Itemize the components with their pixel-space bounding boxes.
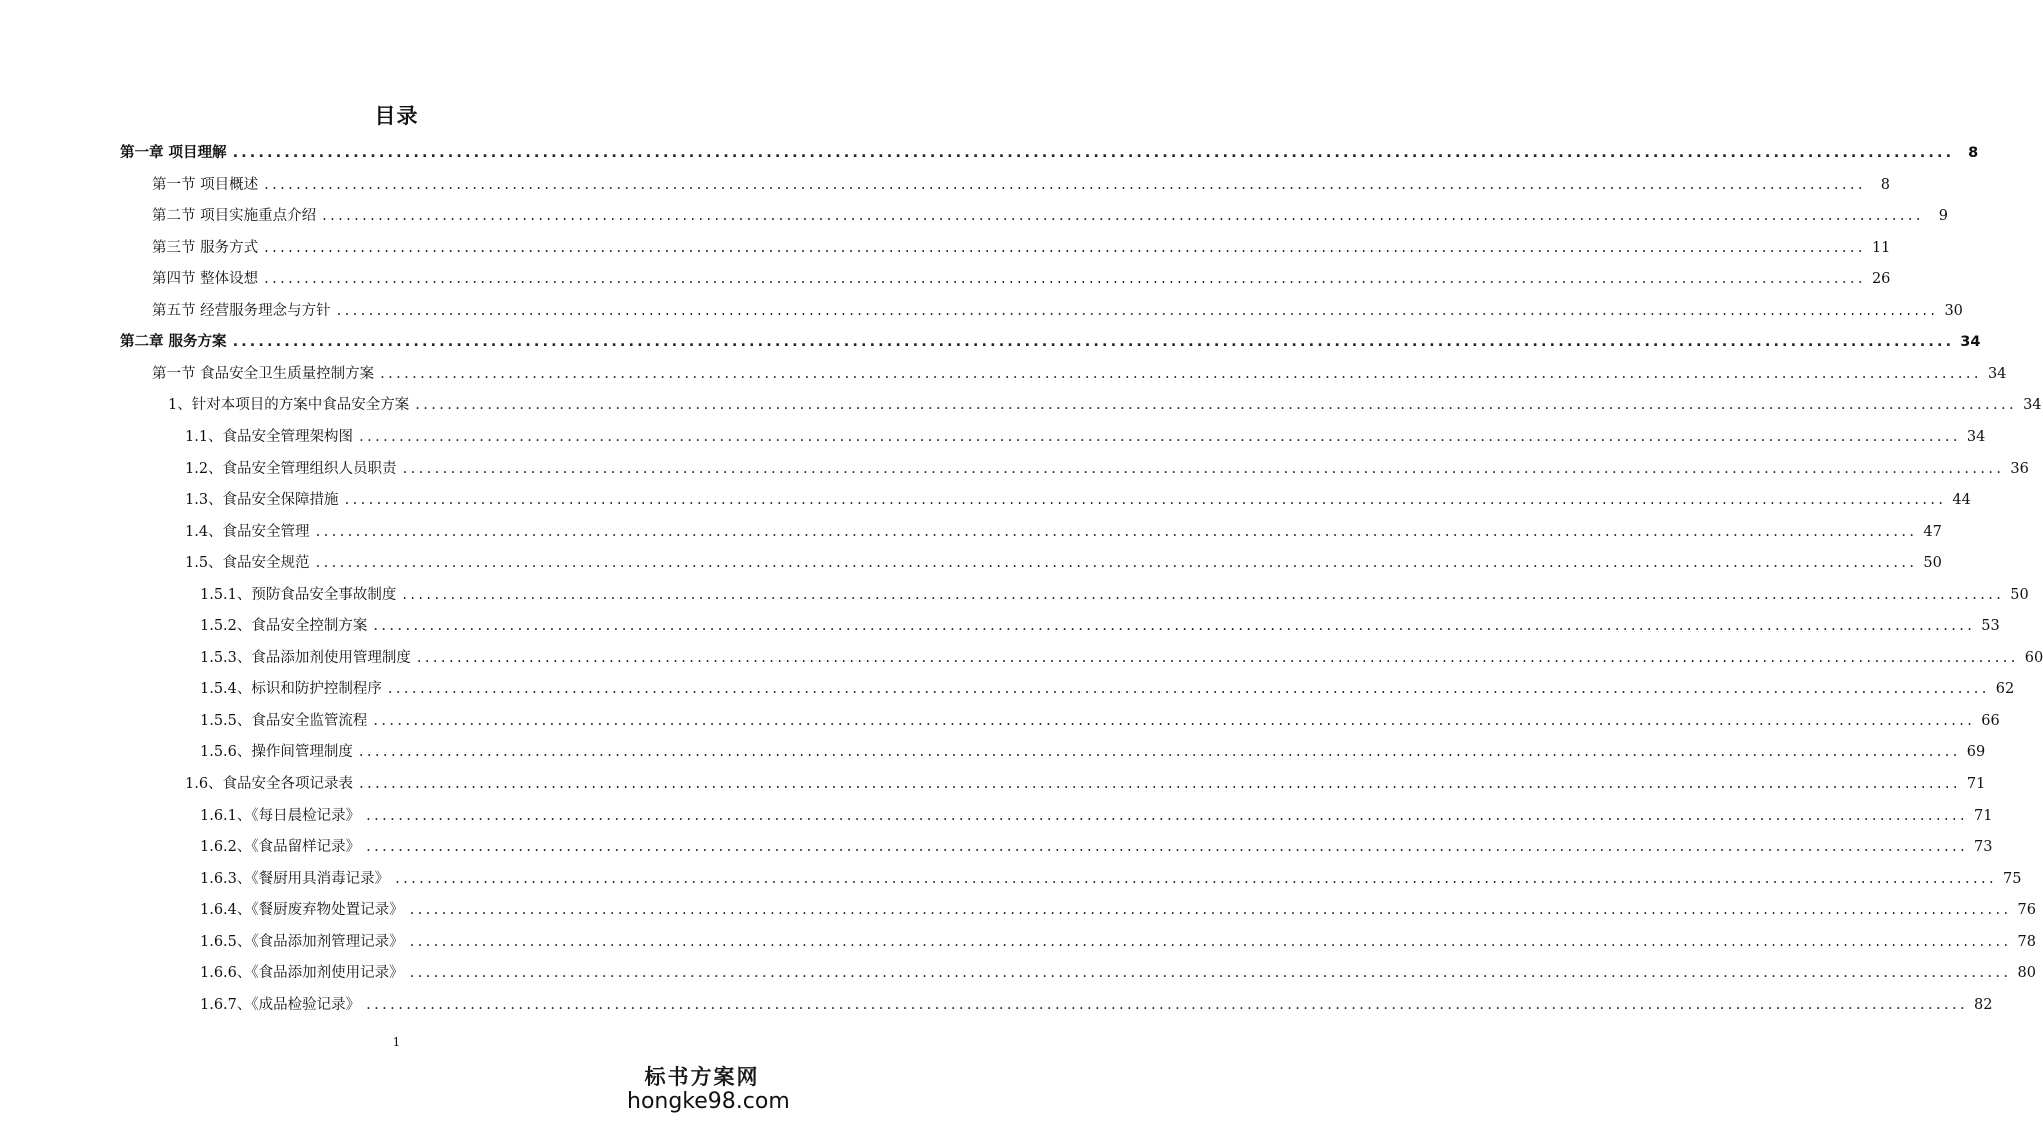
toc-entry-page: 8	[1880, 177, 1890, 193]
toc-dot-leader: ........................................................................................................................................................................................................	[409, 965, 2012, 981]
toc-dot-leader: ........................................................................................................................................................................................................	[395, 871, 1997, 887]
toc-entry-label: 1.5.1、预防食品安全事故制度	[200, 587, 397, 603]
toc-entry[interactable]	[0, 457, 2029, 481]
toc-entry-page: 53	[1981, 618, 2000, 634]
toc-entry-label: 第二节 项目实施重点介绍	[152, 208, 317, 224]
toc-entry-page: 82	[1973, 997, 1993, 1013]
toc-entry[interactable]	[0, 677, 2015, 701]
toc-entry[interactable]	[0, 425, 1986, 449]
toc-entry[interactable]	[0, 236, 1891, 260]
toc-entry[interactable]	[0, 299, 1963, 323]
toc-entry-label: 1.1、食品安全管理架构图	[185, 429, 354, 445]
toc-entry-page: 71	[1966, 776, 1986, 792]
watermark	[627, 1061, 790, 1114]
toc-entry-page: 34	[1987, 366, 2007, 382]
toc-entry-label: 1.5、食品安全规范	[185, 555, 310, 571]
toc-entry[interactable]	[0, 709, 2000, 733]
toc-entry[interactable]	[0, 898, 2036, 922]
toc-entry-page: 50	[2010, 587, 2029, 603]
toc-entry-page: 34	[1966, 429, 1986, 445]
toc-entry[interactable]	[0, 583, 2029, 607]
toc-entry[interactable]	[0, 740, 1986, 764]
toc-dot-leader: ........................................................................................................................................................................................................	[264, 240, 1866, 256]
toc-entry[interactable]	[0, 993, 1993, 1017]
toc-dot-leader: ........................................................................................................................................................................................................	[373, 618, 1976, 634]
toc-dot-leader: ........................................................................................................................................................................................................	[380, 366, 1982, 382]
toc-dot-leader: ........................................................................................................................................................................................................	[359, 776, 1961, 792]
toc-entry[interactable]	[0, 393, 2042, 417]
watermark-cn: 标书方案网	[644, 1064, 760, 1089]
toc-entry[interactable]	[0, 804, 1993, 828]
toc-entry-label: 1.5.4、标识和防护控制程序	[200, 681, 382, 697]
toc-entry[interactable]	[0, 930, 2036, 954]
toc-dot-leader: ........................................................................................................................................................................................................	[315, 524, 1918, 540]
toc-entry-label: 1.6.7、《成品检验记录》	[200, 997, 361, 1013]
toc-entry-label: 1.6、食品安全各项记录表	[185, 776, 354, 792]
toc-entry-page: 66	[1981, 713, 2000, 729]
toc-entry-page: 73	[1973, 839, 1993, 855]
toc-entry[interactable]	[0, 520, 1942, 544]
toc-entry[interactable]	[0, 551, 1942, 575]
toc-entry[interactable]	[0, 362, 2007, 386]
toc-entry-page: 50	[1923, 555, 1942, 571]
toc-entry-label: 1.6.6、《食品添加剂使用记录》	[200, 965, 404, 981]
toc-entry-page: 75	[2002, 871, 2022, 887]
toc-entry-page: 34	[1960, 334, 1981, 350]
toc-dot-leader: ........................................................................................................................................................................................................	[264, 271, 1866, 287]
toc-entry[interactable]	[0, 267, 1891, 291]
toc-entry[interactable]	[0, 141, 1979, 165]
toc-entry-label: 第一节 食品安全卫生质量控制方案	[152, 366, 375, 382]
toc-dot-leader: ........................................................................................................................................................................................................	[402, 587, 2005, 603]
toc-entry-label: 1.5.5、食品安全监管流程	[200, 713, 368, 729]
toc-entry-page: 26	[1871, 271, 1891, 287]
toc-entry-page: 78	[2017, 934, 2036, 950]
toc-entry-page: 36	[2010, 461, 2029, 477]
toc-entry-label: 1.5.6、操作间管理制度	[200, 744, 353, 760]
toc-entry-label: 1.5.3、食品添加剂使用管理制度	[200, 650, 411, 666]
toc-dot-leader: ........................................................................................................................................................................................................	[402, 461, 2005, 477]
toc-entry-label: 1.6.1、《每日晨检记录》	[200, 808, 361, 824]
toc-entry-label: 1.6.2、《食品留样记录》	[200, 839, 361, 855]
toc-dot-leader: ........................................................................................................................................................................................................	[415, 397, 2018, 413]
toc-entry-label: 第二章 服务方案	[120, 334, 227, 350]
toc-entry-page: 11	[1871, 240, 1891, 256]
toc-dot-leader: ........................................................................................................................................................................................................	[232, 334, 1955, 350]
toc-entry-page: 8	[1968, 145, 1979, 161]
toc-entry-label: 1.4、食品安全管理	[185, 524, 310, 540]
toc-entry[interactable]	[0, 867, 2022, 891]
toc-entry[interactable]	[0, 772, 1986, 796]
toc-dot-leader: ........................................................................................................................................................................................................	[366, 808, 1968, 824]
toc-entry[interactable]	[0, 204, 1948, 228]
toc-dot-leader: ........................................................................................................................................................................................................	[409, 902, 2012, 918]
toc-entry[interactable]	[0, 646, 2043, 670]
page-title: 目录	[374, 104, 419, 128]
toc-entry-label: 1.3、食品安全保障措施	[185, 492, 339, 508]
toc-entry-page: 76	[2017, 902, 2036, 918]
toc-entry-label: 第五节 经营服务理念与方针	[152, 303, 331, 319]
page-number: 1	[392, 1035, 401, 1049]
toc-entry-page: 44	[1952, 492, 1971, 508]
toc-entry-label: 1.5.2、食品安全控制方案	[200, 618, 368, 634]
toc-dot-leader: ........................................................................................................................................................................................................	[322, 208, 1924, 224]
toc-entry-label: 第一章 项目理解	[120, 145, 227, 161]
toc-entry[interactable]	[0, 835, 1993, 859]
toc-entry-page: 62	[1995, 681, 2015, 697]
toc-dot-leader: ........................................................................................................................................................................................................	[373, 713, 1976, 729]
toc-entry-label: 1.2、食品安全管理组织人员职责	[185, 461, 397, 477]
toc-entry-label: 第四节 整体设想	[152, 271, 259, 287]
toc-entry-page: 71	[1973, 808, 1993, 824]
toc-entry-label: 第三节 服务方式	[152, 240, 259, 256]
toc-dot-leader: ........................................................................................................................................................................................................	[416, 650, 2019, 666]
toc-dot-leader: ........................................................................................................................................................................................................	[409, 934, 2012, 950]
toc-entry-label: 1.6.4、《餐厨废弃物处置记录》	[200, 902, 404, 918]
watermark-en: hongke98.com	[627, 1089, 790, 1114]
toc-dot-leader: ........................................................................................................................................................................................................	[336, 303, 1939, 319]
toc-entry-page: 34	[2023, 397, 2042, 413]
toc-dot-leader: ........................................................................................................................................................................................................	[232, 145, 1955, 161]
toc-dot-leader: ........................................................................................................................................................................................................	[366, 997, 1968, 1013]
toc-entry-label: 1、针对本项目的方案中食品安全方案	[168, 397, 410, 413]
toc-entry-page: 60	[2024, 650, 2043, 666]
toc-dot-leader: ........................................................................................................................................................................................................	[344, 492, 1947, 508]
toc-dot-leader: ........................................................................................................................................................................................................	[358, 744, 1961, 760]
toc-entry-page: 69	[1966, 744, 1986, 760]
toc-entry-page: 80	[2017, 965, 2036, 981]
toc-dot-leader: ........................................................................................................................................................................................................	[366, 839, 1968, 855]
toc-entry-label: 第一节 项目概述	[152, 177, 259, 193]
toc-entry-page: 30	[1944, 303, 1963, 319]
toc-entry[interactable]	[0, 488, 1971, 512]
toc-entry[interactable]	[0, 173, 1890, 197]
toc-dot-leader: ........................................................................................................................................................................................................	[315, 555, 1918, 571]
toc-dot-leader: ........................................................................................................................................................................................................	[387, 681, 1990, 697]
toc-entry[interactable]	[0, 330, 1981, 354]
toc-entry[interactable]	[0, 961, 2036, 985]
toc-dot-leader: ........................................................................................................................................................................................................	[264, 177, 1866, 193]
toc-entry[interactable]	[0, 614, 2000, 638]
toc-entry-label: 1.6.5、《食品添加剂管理记录》	[200, 934, 404, 950]
toc-entry-label: 1.6.3、《餐厨用具消毒记录》	[200, 871, 390, 887]
toc-entry-page: 47	[1923, 524, 1942, 540]
toc-entry-page: 9	[1938, 208, 1948, 224]
toc-dot-leader: ........................................................................................................................................................................................................	[359, 429, 1961, 445]
